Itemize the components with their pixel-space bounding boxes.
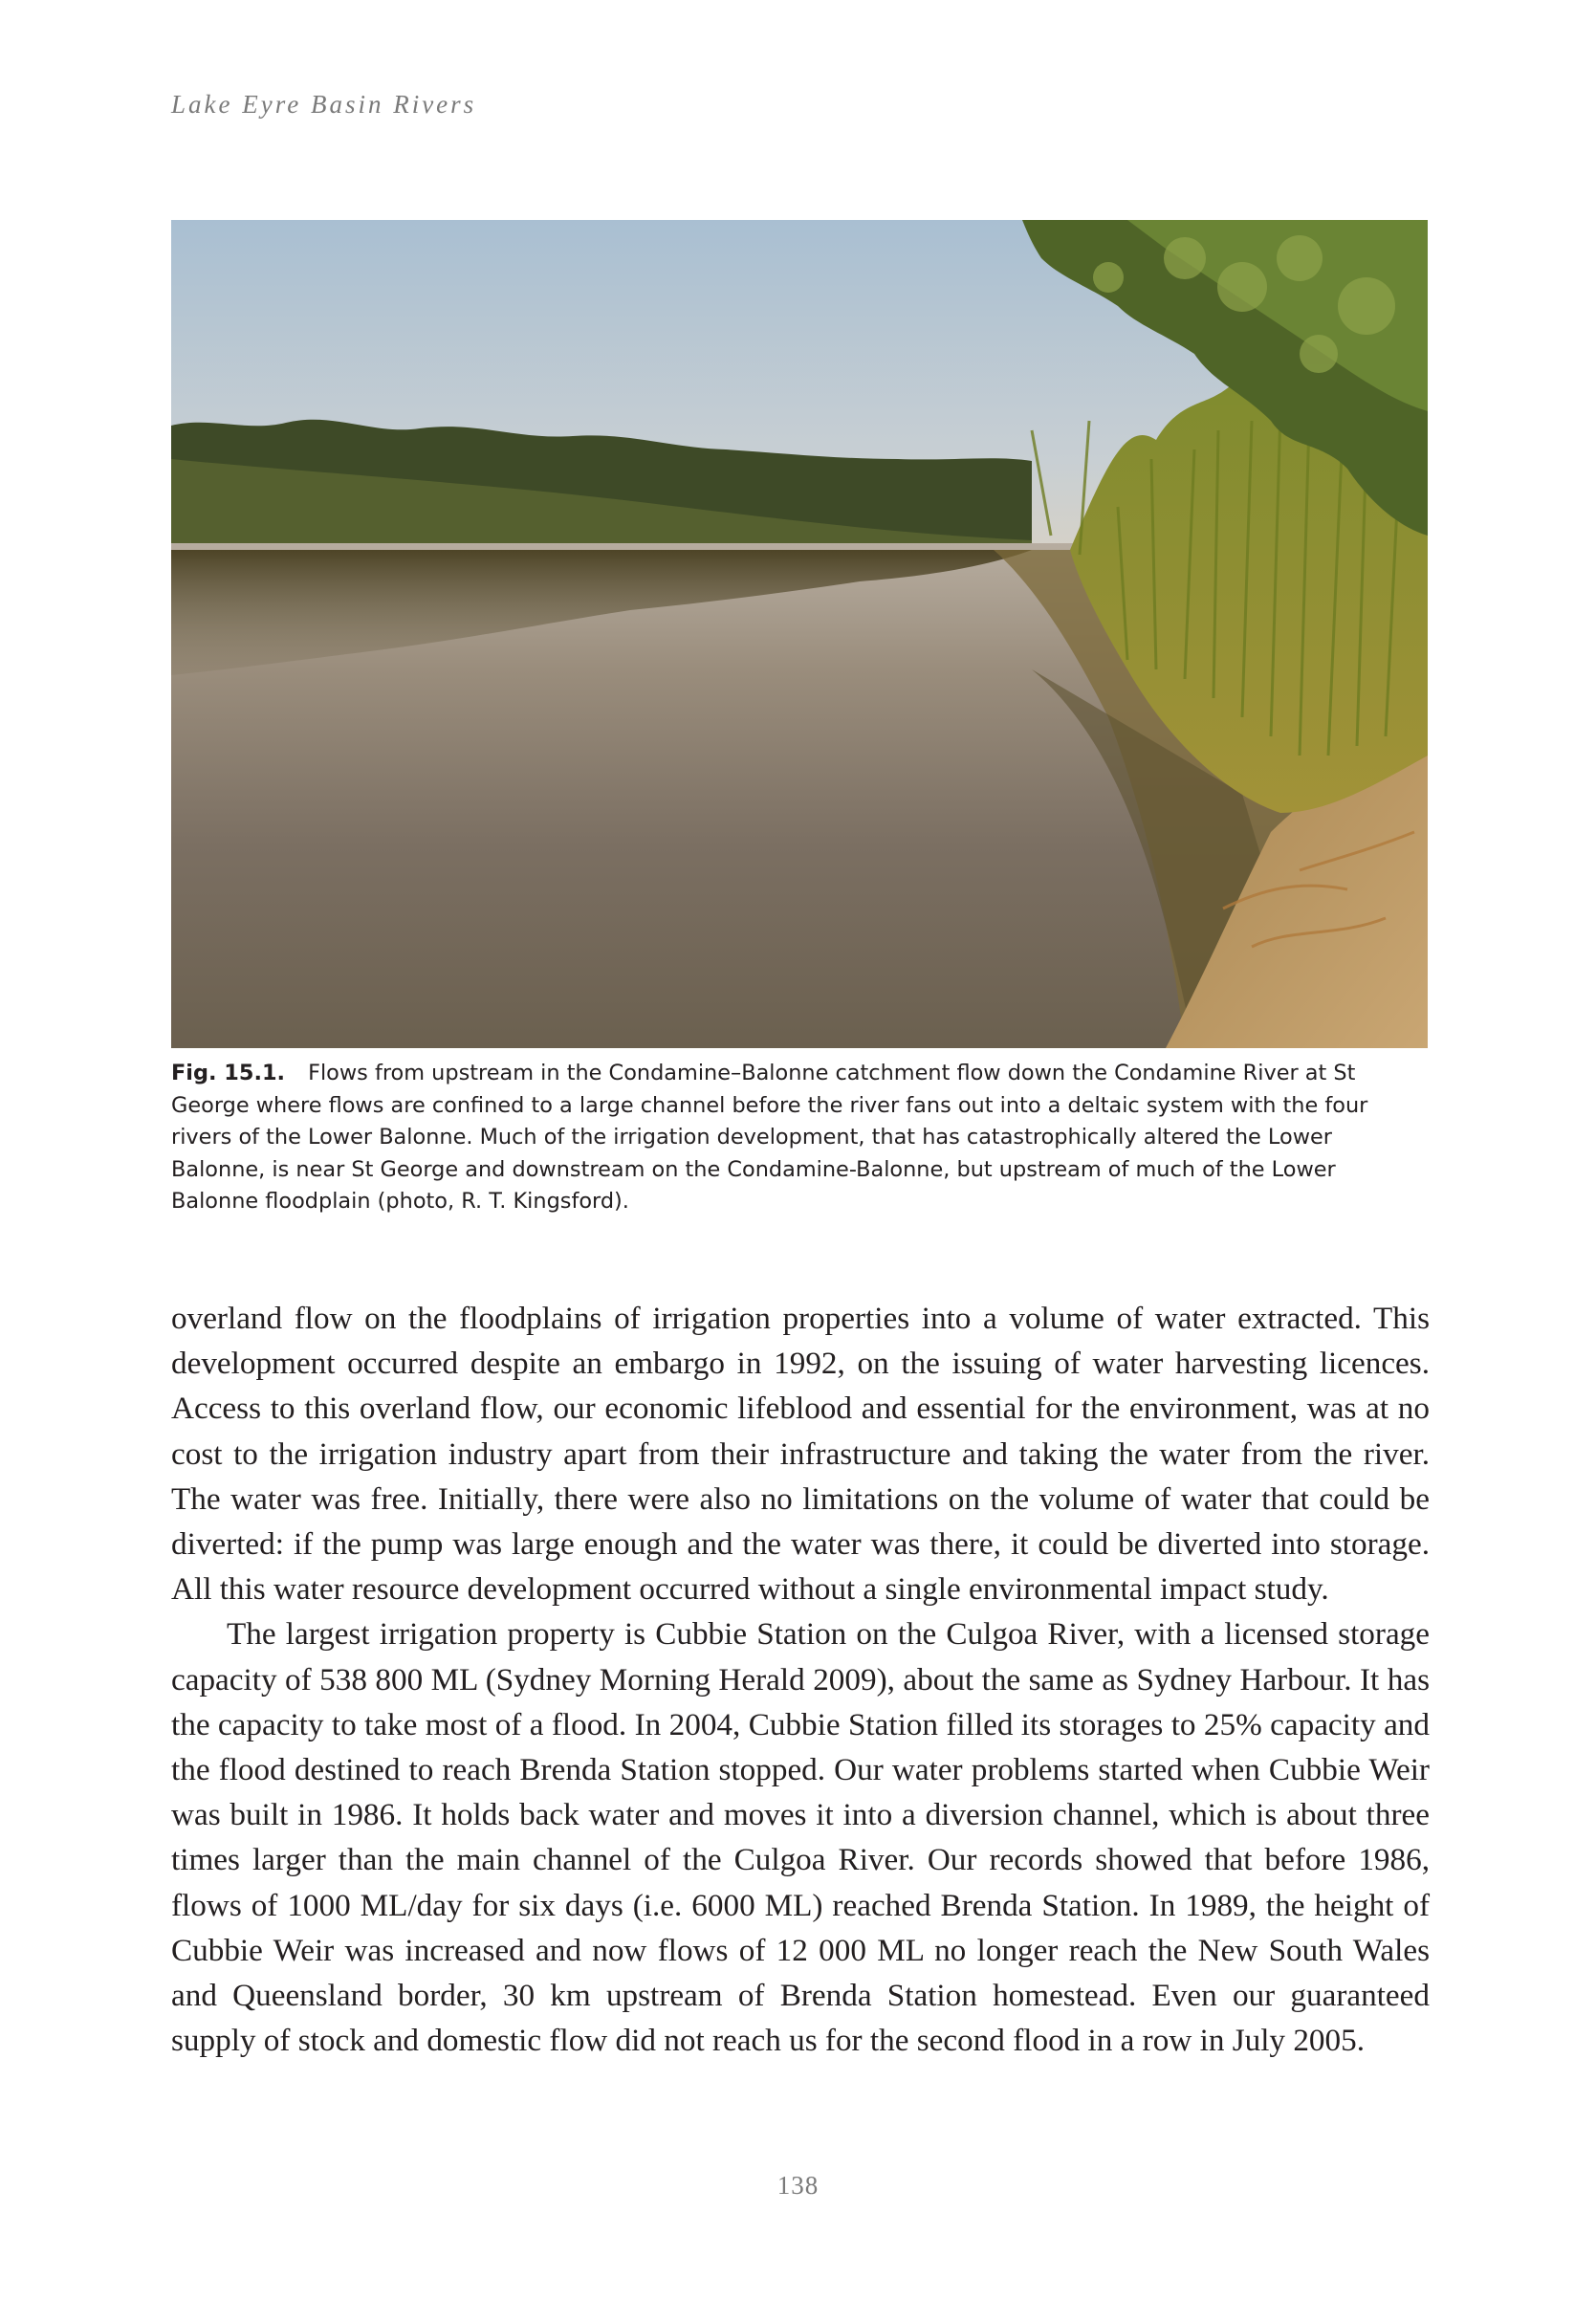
figure-caption: [171, 1058, 1430, 1218]
figure-label: Fig. 15.1.: [171, 1061, 286, 1085]
river-photograph: [171, 220, 1428, 1048]
page-number: 138: [776, 2171, 820, 2200]
figure-caption-text: Flows from upstream in the Condamine–Balonne catchment flow down the Condamine River at St George where flows are confined to a large channel before the river fans out into a deltaic system with the four rivers of the Lower Balonne. Much of the irrigation development, that has catastrophically altered the Lower Balonne, is near St George and downstream on the Condamine-Balonne, but upstream of much of the Lower Balonne floodplain (photo, R. T. Kingsford).: [171, 1061, 1368, 1215]
running-head: Lake Eyre Basin Rivers: [171, 90, 477, 119]
paragraph: overland flow on the floodplains of irrigation properties into a volume of water extracted. This development occurred despite an embargo in 1992, on the issuing of water harvesting licences. Access to this overland flow, our economic lifeblood and essential for the environment, was at no cost to the irrigation industry apart from their infrastructure and taking the water from the river. The water was free. Initially, there were also no limitations on the volume of water that could be diverted: if the pump was large enough and the water was there, it could be diverted into storage. All this water resource development occurred without a single environmental impact study.: [171, 1301, 1430, 1608]
body-text: [171, 1296, 1430, 2063]
paragraph: The largest irrigation property is Cubbie Station on the Culgoa River, with a licensed storage capacity of 538 800 ML (Sydney Morning Herald 2009), about the same as Sydney Harbour. It has the capacity to take most of a flood. In 2004, Cubbie Station filled its storages to 25% capacity and the flood destined to reach Brenda Station stopped. Our water problems started when Cubbie Weir was built in 1986. It holds back water and moves it into a diversion channel, which is about three times larger than the main channel of the Culgoa River. Our records showed that before 1986, flows of 1000 ML/day for six days (i.e. 6000 ML) reached Brenda Station. In 1989, the height of Cubbie Weir was increased and now flows of 12 000 ML no longer reach the New South Wales and Queensland border, 30 km upstream of Brenda Station homestead. Even our guaranteed supply of stock and domestic flow did not reach us for the second flood in a row in July 2005.: [171, 1616, 1430, 2059]
